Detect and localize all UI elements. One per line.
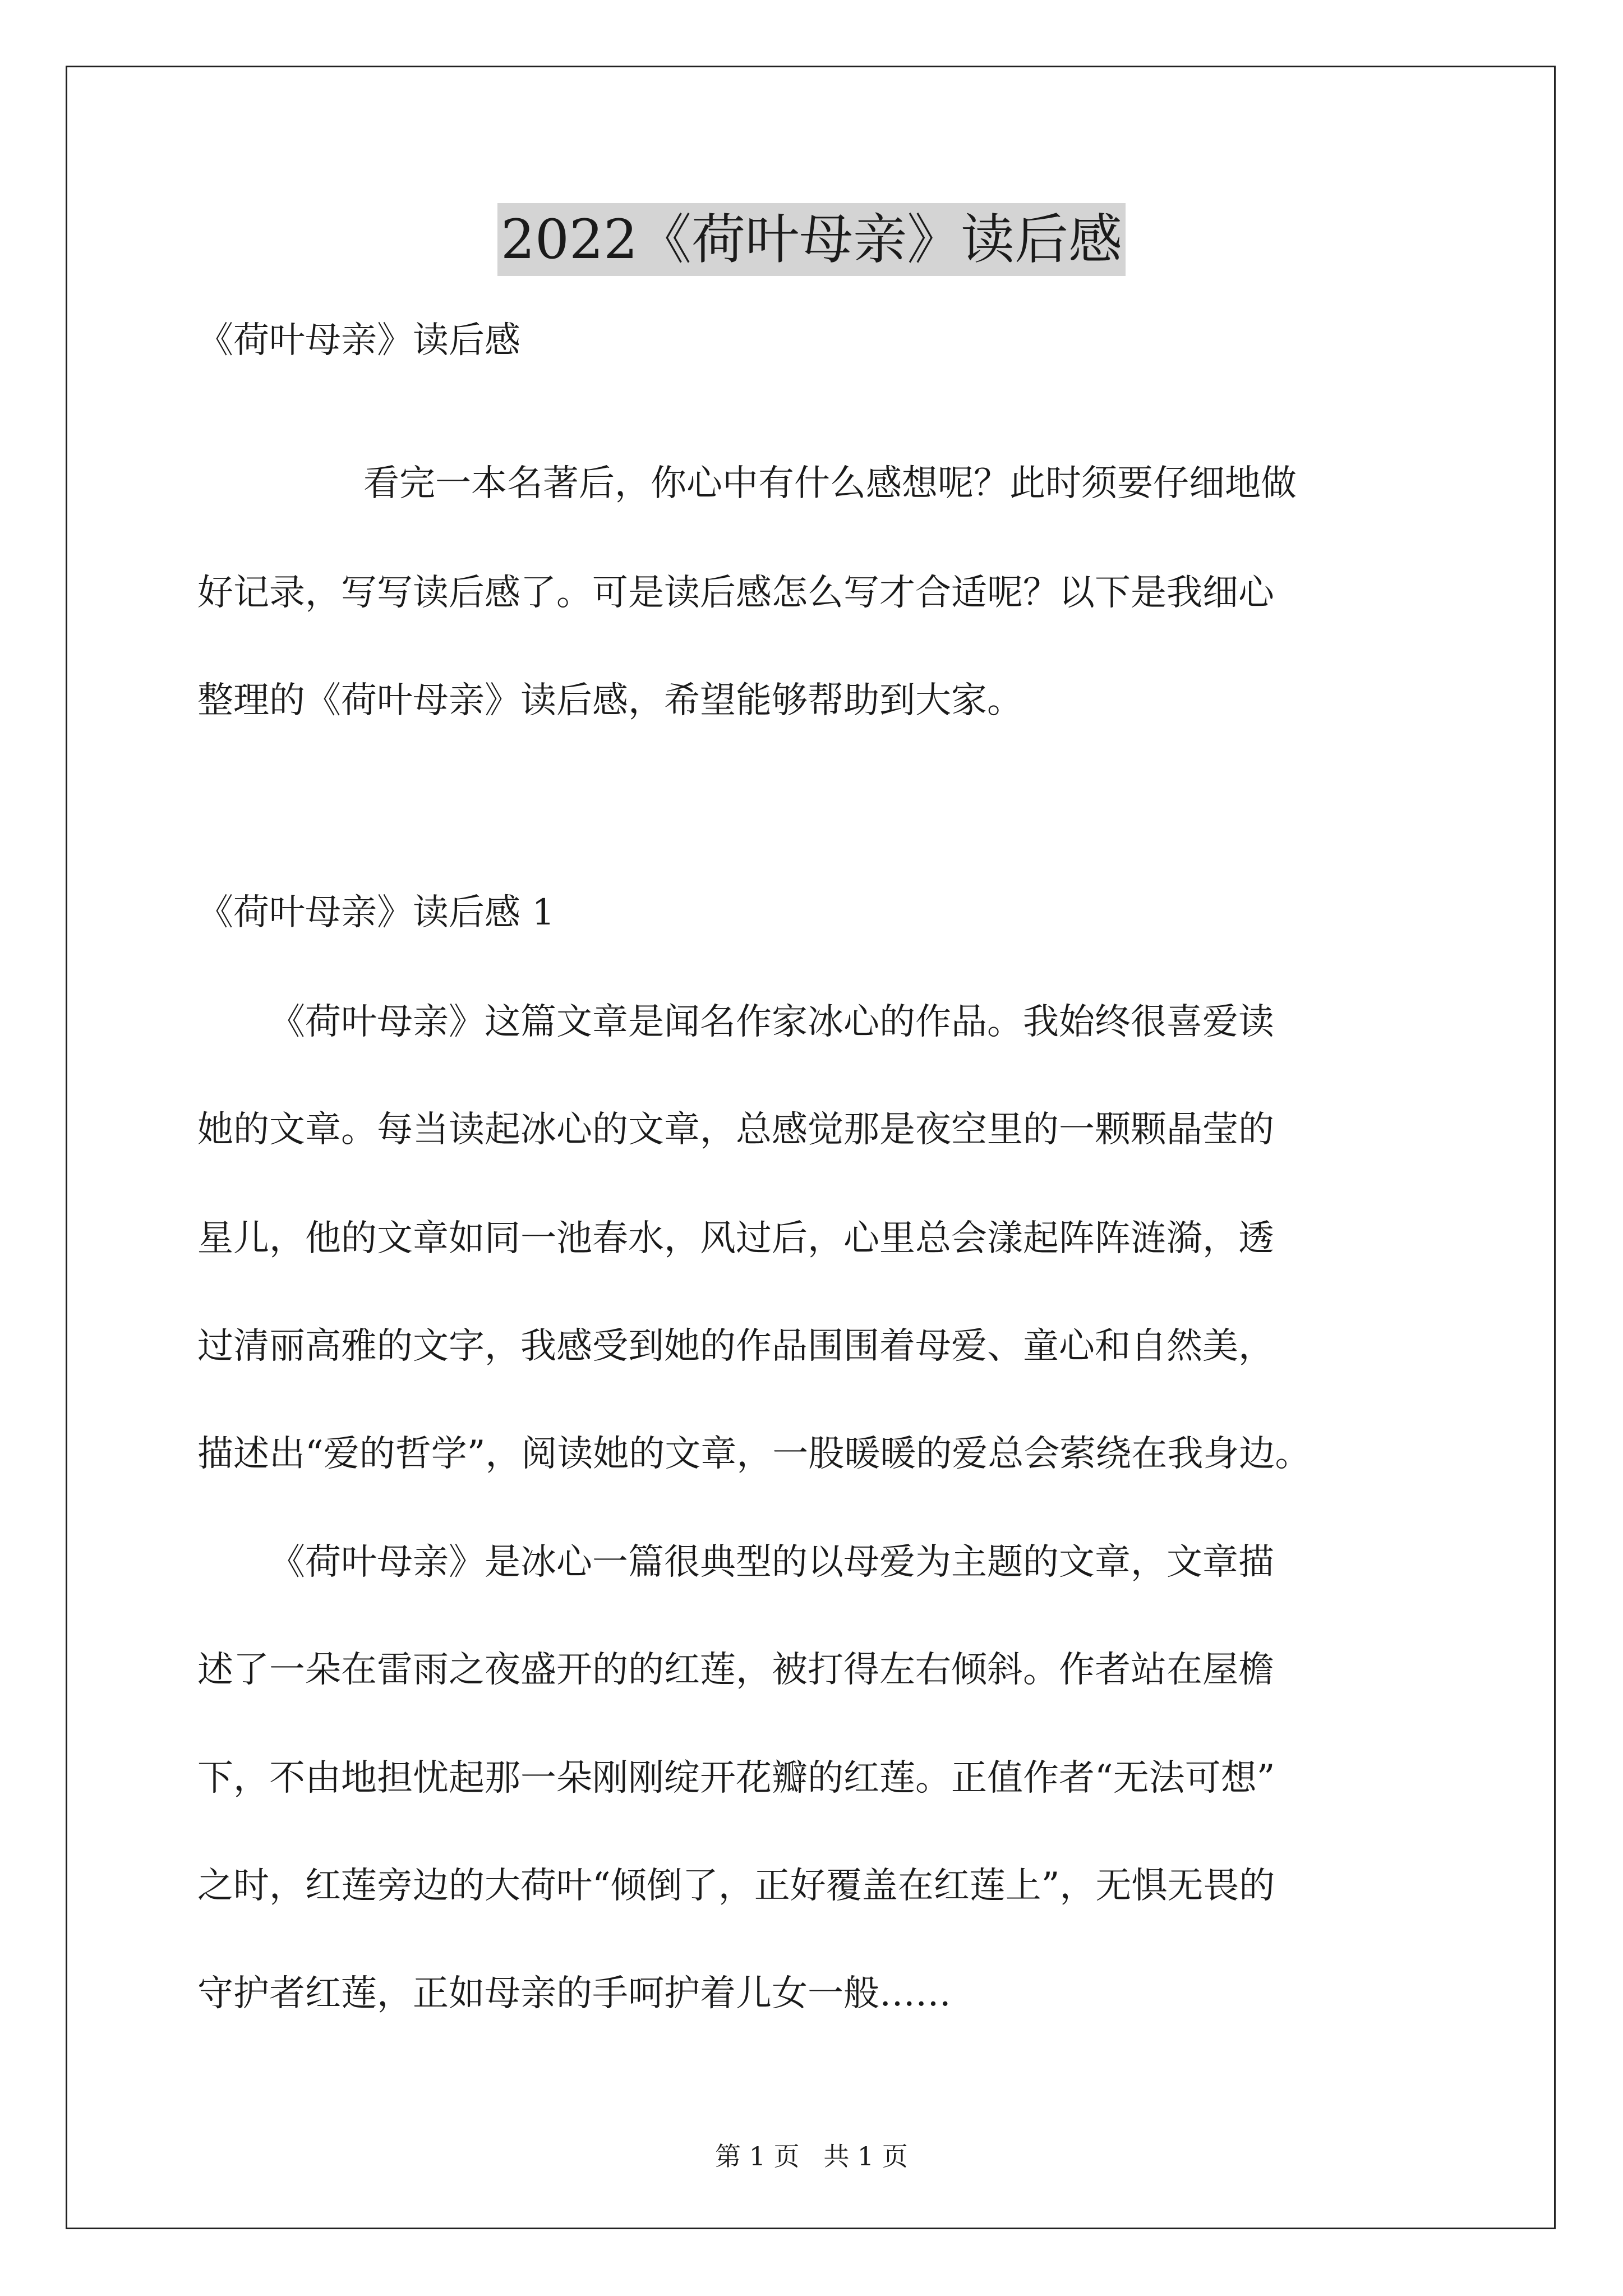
para1-line-1: 《荷叶母亲》这篇文章是闻名作家冰心的作品。我始终很喜爱读 — [269, 1001, 1274, 1043]
page-footer — [0, 2136, 1623, 2173]
title-container — [0, 203, 1623, 276]
para1-line-4: 过清丽高雅的文字，我感受到她的作品围围着母爱、童心和自然美， — [197, 1326, 1274, 1367]
section-heading-1: 《荷叶母亲》读后感 1 — [197, 892, 555, 933]
para2-line-5: 守护者红莲，正如母亲的手呵护着儿女一般…… — [197, 1973, 951, 2014]
intro-line-2: 好记录，写写读后感了。可是读后感怎么写才合适呢？以下是我细心 — [197, 572, 1274, 614]
para2-line-1: 《荷叶母亲》是冰心一篇很典型的以母爱为主题的文章，文章描 — [269, 1542, 1274, 1583]
para1-line-3: 星儿，他的文章如同一池春水，风过后，心里总会漾起阵阵涟漪，透 — [197, 1218, 1274, 1259]
page-total: 共 1 页 — [823, 2141, 908, 2171]
subtitle: 《荷叶母亲》读后感 — [197, 320, 520, 361]
intro-line-1: 看完一本名著后，你心中有什么感想呢？此时须要仔细地做 — [363, 463, 1297, 504]
document-title: 2022《荷叶母亲》读后感 — [497, 203, 1126, 276]
para1-line-2: 她的文章。每当读起冰心的文章，总感觉那是夜空里的一颗颗晶莹的 — [197, 1109, 1274, 1151]
intro-line-3: 整理的《荷叶母亲》读后感，希望能够帮助到大家。 — [197, 680, 1023, 721]
para2-line-2: 述了一朵在雷雨之夜盛开的的红莲，被打得左右倾斜。作者站在屋檐 — [197, 1649, 1274, 1691]
para2-line-4: 之时，红莲旁边的大荷叶“倾倒了，正好覆盖在红莲上”，无惧无畏的 — [197, 1865, 1275, 1907]
para1-line-5: 描述出“爱的哲学”，阅读她的文章，一股暖暖的爱总会萦绕在我身边。 — [197, 1433, 1311, 1475]
page-number: 第 1 页 — [715, 2141, 800, 2171]
para2-line-3: 下，不由地担忧起那一朵刚刚绽开花瓣的红莲。正值作者“无法可想” — [197, 1757, 1275, 1799]
